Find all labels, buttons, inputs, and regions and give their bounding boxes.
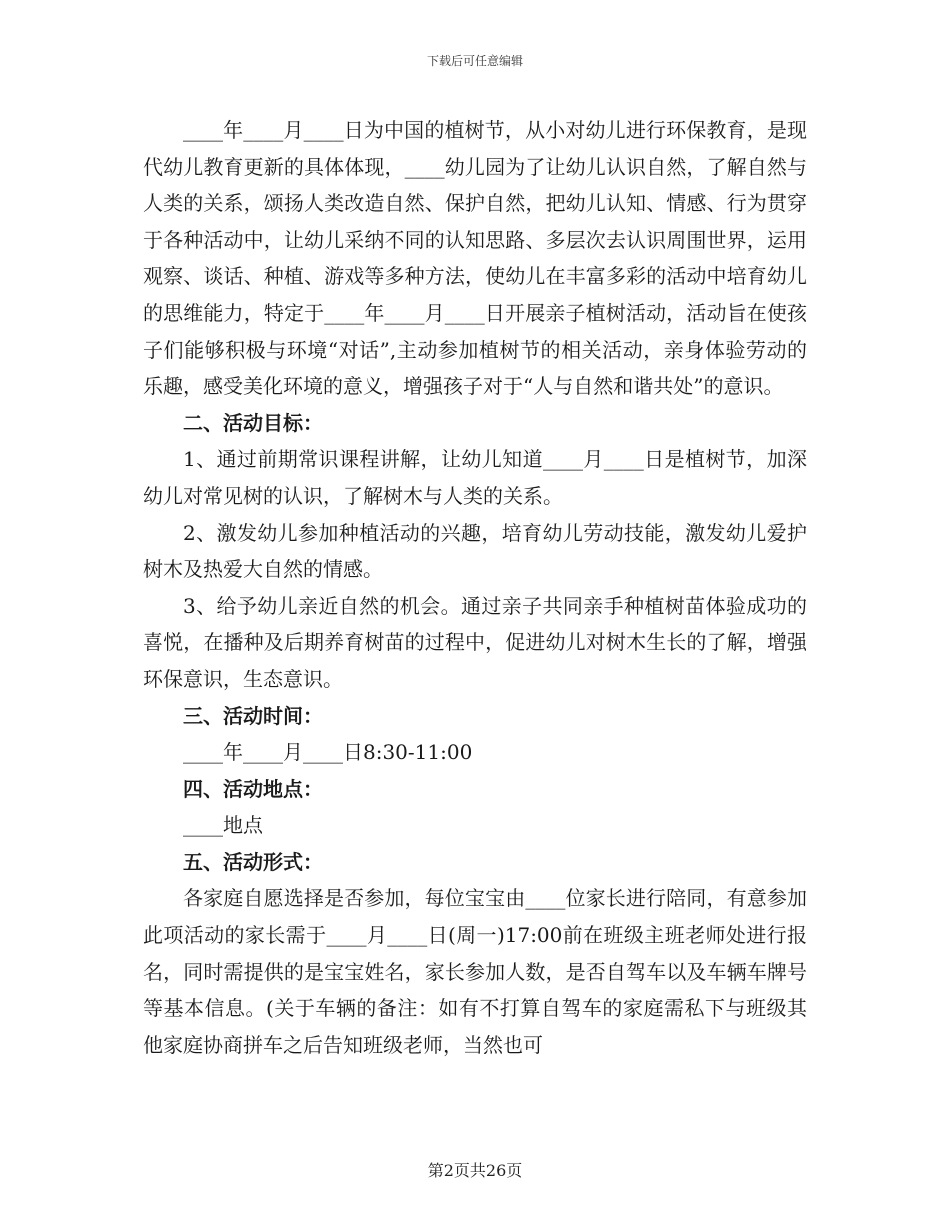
section-heading-format: 五、活动形式： xyxy=(183,849,323,874)
page-footer: 第2页共26页 xyxy=(427,1161,523,1180)
activity-format-paragraph: 各家庭自愿选择是否参加，每位宝宝由____位家长进行陪同，有意参加此项活动的家长需于____月____日(周一)17:00前在班级主班老师处进行报名，同时需提供的是宝宝姓名，家长参加人数，是否自驾车以及车辆车牌号等基本信息。(关于车辆的备注：如有不打算自驾车的家庭需私下与班级其他家庭协商拼车之后告知班级老师，当然也可 xyxy=(143,886,807,1057)
goal-item-2: 2、激发幼儿参加种植活动的兴趣，培育幼儿劳动技能，激发幼儿爱护树木及热爱大自然的情感。 xyxy=(143,520,807,582)
intro-paragraph: ____年____月____日为中国的植树节，从小对幼儿进行环保教育，是现代幼儿教育更新的具体体现，____幼儿园为了让幼儿认识自然，了解自然与人类的关系，颂扬人类改造自然、保护自然，把幼儿认知、情感、行为贯穿于各种活动中，让幼儿采纳不同的认知思路、多层次去认识周围世界，运用观察、谈话、种植、游戏等多种方法，使幼儿在丰富多彩的活动中培育幼儿的思维能力，特定于____年____月____日开展亲子植树活动，活动旨在使孩子们能够积极与环境“对话”,主动参加植树节的相关活动，亲身体验劳动的乐趣，感受美化环境的意义，增强孩子对于“人与自然和谐共处”的意识。 xyxy=(143,118,807,399)
goal-item-3: 3、给予幼儿亲近自然的机会。通过亲子共同亲手种植树苗体验成功的喜悦，在播种及后期养育树苗的过程中，促进幼儿对树木生长的了解，增强环保意识，生态意识。 xyxy=(143,593,807,691)
section-heading-goals: 二、活动目标： xyxy=(183,410,323,435)
goal-item-1: 1、通过前期常识课程讲解，让幼儿知道____月____日是植树节，加深幼儿对常见树的认识，了解树木与人类的关系。 xyxy=(143,447,807,508)
section-heading-time: 三、活动时间： xyxy=(183,703,323,728)
document-body xyxy=(143,112,807,1063)
section-heading-location: 四、活动地点： xyxy=(183,776,323,801)
activity-location: ____地点 xyxy=(183,813,263,838)
page-header: 下载后可任意编辑 xyxy=(426,54,523,68)
activity-time: ____年____月____日8:30-11:00 xyxy=(183,740,473,765)
